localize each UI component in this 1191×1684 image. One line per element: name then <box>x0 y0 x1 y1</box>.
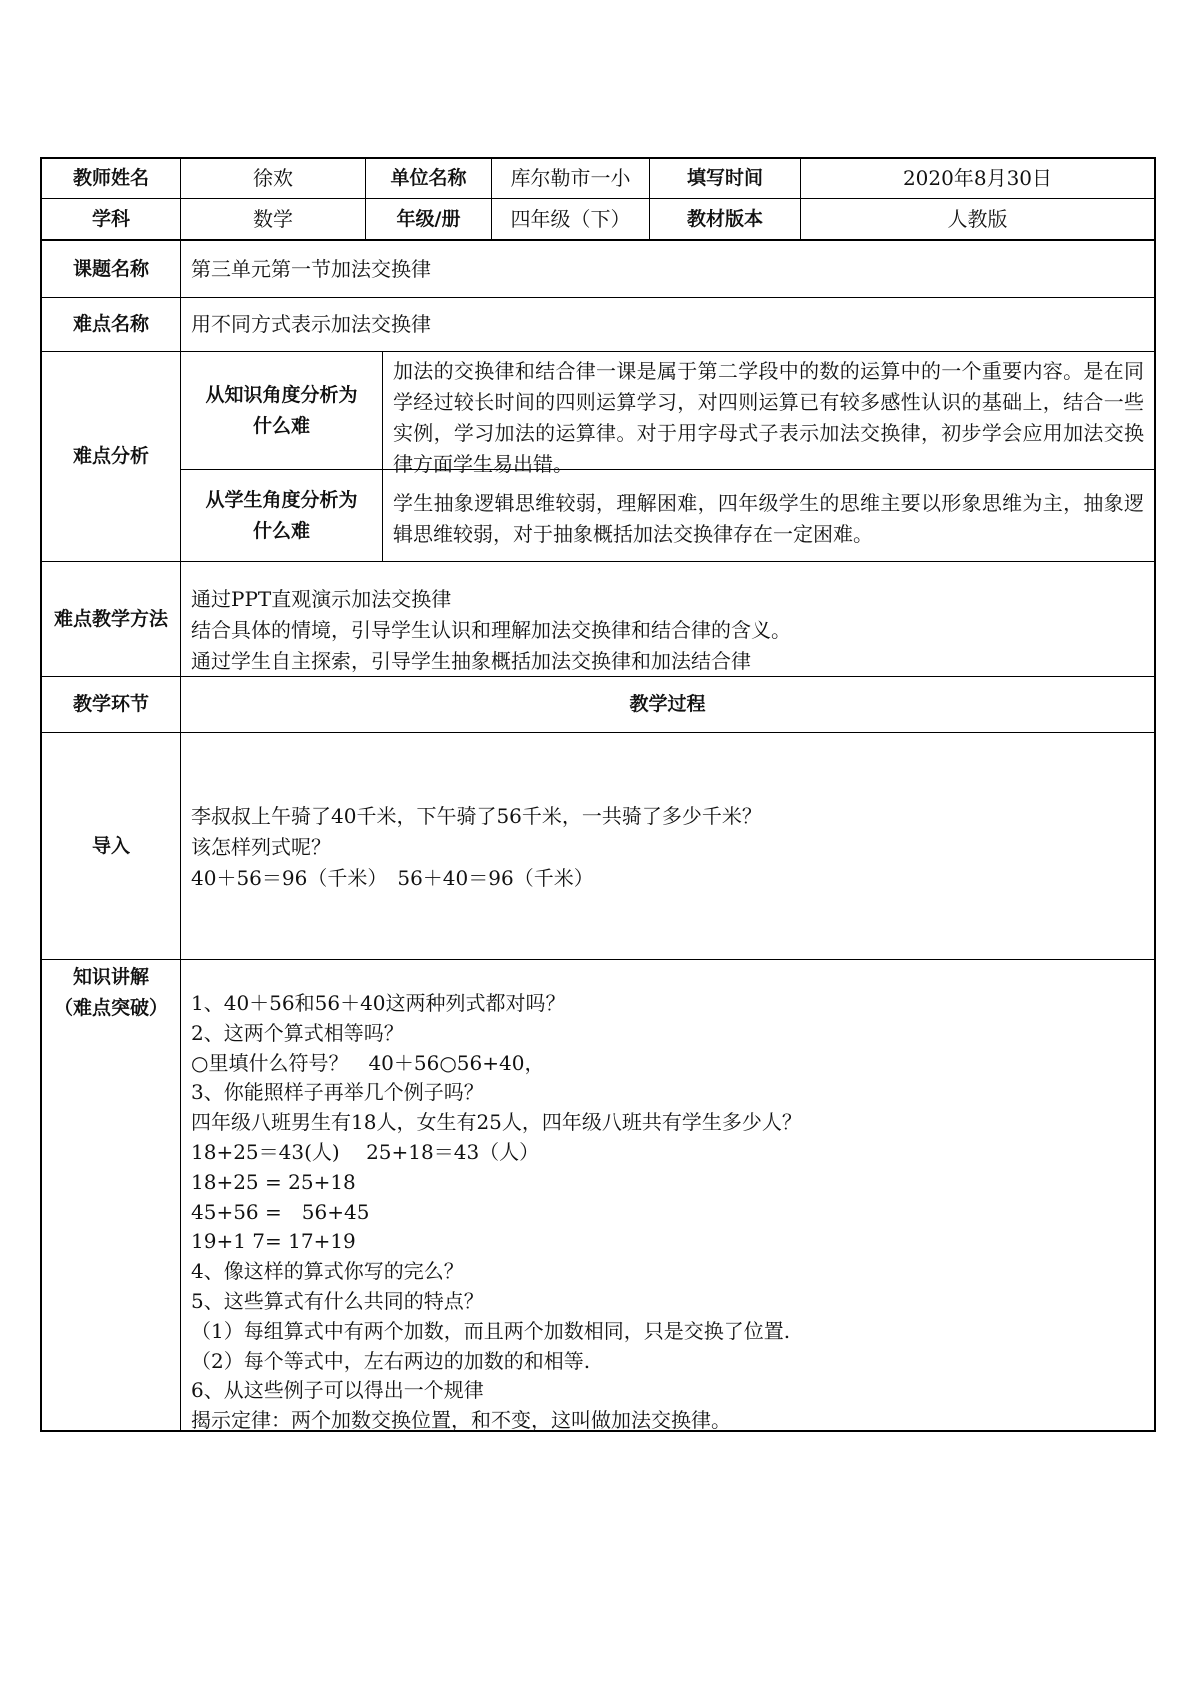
student-analysis-row <box>181 470 1154 561</box>
student-analysis-label: 从学生角度分析为什么难 <box>181 470 383 561</box>
knowledge-line: 45+56 = 56+45 <box>191 1199 370 1224</box>
knowledge-row <box>42 960 1154 1433</box>
method-line: 通过学生自主探索，引导学生抽象概括加法交换律和加法结合律 <box>191 649 751 673</box>
knowledge-content <box>181 960 1154 1433</box>
knowledge-line: （2）每个等式中，左右两边的加数的和相等. <box>191 1348 591 1373</box>
fill-time-value: 2020年8月30日 <box>902 166 1053 190</box>
knowledge-label <box>42 960 181 1430</box>
knowledge-analysis-row <box>181 352 1154 476</box>
knowledge-line: （1）每组算式中有两个加数，而且两个加数相同，只是交换了位置. <box>191 1318 791 1343</box>
unit-name-label: 单位名称 <box>366 159 492 198</box>
difficulty-value: 用不同方式表示加法交换律 <box>191 312 431 336</box>
method-line: 结合具体的情境，引导学生认识和理解加法交换律和结合律的含义。 <box>191 618 791 642</box>
intro-line: 该怎样列式呢？ <box>191 835 331 859</box>
edition-label: 教材版本 <box>650 199 801 239</box>
lesson-plan-page <box>40 157 1156 1432</box>
difficulty-row <box>42 298 1154 352</box>
edition-value: 人教版 <box>947 206 1008 231</box>
topic-row <box>42 241 1154 298</box>
knowledge-line: 18+25 = 25+18 <box>191 1169 356 1194</box>
knowledge-line: 1、40＋56和56＋40这两种列式都对吗？ <box>191 991 566 1015</box>
knowledge-label-line-2: （难点突破） <box>53 997 168 1019</box>
topic-label: 课题名称 <box>42 241 181 297</box>
knowledge-line: 5、这些算式有什么共同的特点？ <box>191 1288 484 1313</box>
header-row-2 <box>42 199 1154 241</box>
student-analysis-text: 学生抽象逻辑思维较弱，理解困难，四年级学生的思维主要以形象思维为主，抽象逻辑思维较弱，对于抽象概括加法交换律存在一定困难。 <box>393 491 1144 546</box>
intro-label: 导入 <box>42 733 181 959</box>
lesson-plan-table <box>40 157 1156 1432</box>
knowledge-line: 4、像这样的算式你写的完么？ <box>191 1259 464 1284</box>
knowledge-label-line-1: 知识讲解 <box>72 966 149 988</box>
knowledge-line: 四年级八班男生有18人，女生有25人，四年级八班共有学生多少人？ <box>191 1110 802 1135</box>
difficulty-label: 难点名称 <box>42 298 181 351</box>
knowledge-line: ○里填什么符号？ 40＋56○56+40， <box>191 1050 545 1075</box>
grade-value: 四年级（下） <box>492 199 650 239</box>
fill-time-label: 填写时间 <box>650 159 801 198</box>
method-content <box>181 562 1154 676</box>
subject-label: 学科 <box>42 199 181 239</box>
method-label: 难点教学方法 <box>42 562 181 676</box>
analysis-label: 难点分析 <box>42 352 181 561</box>
knowledge-line: 2、这两个算式相等吗？ <box>191 1020 404 1045</box>
analysis-detail <box>181 352 1154 561</box>
process-header: 教学过程 <box>629 693 706 715</box>
header-row-1 <box>42 159 1154 199</box>
stage-header: 教学环节 <box>42 677 181 732</box>
process-header-row <box>42 677 1154 733</box>
method-row <box>42 562 1154 677</box>
unit-name-value: 库尔勒市一小 <box>492 159 650 198</box>
intro-line: 李叔叔上午骑了40千米，下午骑了56千米，一共骑了多少千米？ <box>191 804 762 828</box>
knowledge-line: 19+1 7= 17+19 <box>191 1229 356 1254</box>
knowledge-analysis-text: 加法的交换律和结合律一课是属于第二学段中的数的运算中的一个重要内容。是在同学经过较长时间的四则运算学习，对四则运算已有较多感性认识的基础上，结合一些实例，学习加法的运算律。对于用字母式子表示加法交换律，初步学会应用加法交换律方面学生易出错。 <box>393 359 1144 476</box>
method-line: 通过PPT直观演示加法交换律 <box>191 587 452 611</box>
knowledge-line: 揭示定律：两个加数交换位置，和不变，这叫做加法交换律。 <box>191 1408 731 1433</box>
knowledge-analysis-label: 从知识角度分析为什么难 <box>181 352 383 469</box>
knowledge-line: 6、从这些例子可以得出一个规律 <box>191 1378 484 1403</box>
teacher-name-label: 教师姓名 <box>42 159 181 198</box>
subject-value: 数学 <box>181 199 366 239</box>
knowledge-line: 3、你能照样子再举几个例子吗？ <box>191 1080 484 1105</box>
knowledge-line: 18+25＝43(人) 25+18＝43（人） <box>191 1139 540 1164</box>
intro-line: 40＋56＝96（千米） 56＋40＝96（千米） <box>191 866 594 890</box>
intro-content <box>181 733 1154 959</box>
intro-row <box>42 733 1154 960</box>
grade-label: 年级/册 <box>366 199 492 239</box>
topic-value: 第三单元第一节加法交换律 <box>191 256 431 281</box>
teacher-name-value: 徐欢 <box>181 159 366 198</box>
analysis-row <box>42 352 1154 562</box>
